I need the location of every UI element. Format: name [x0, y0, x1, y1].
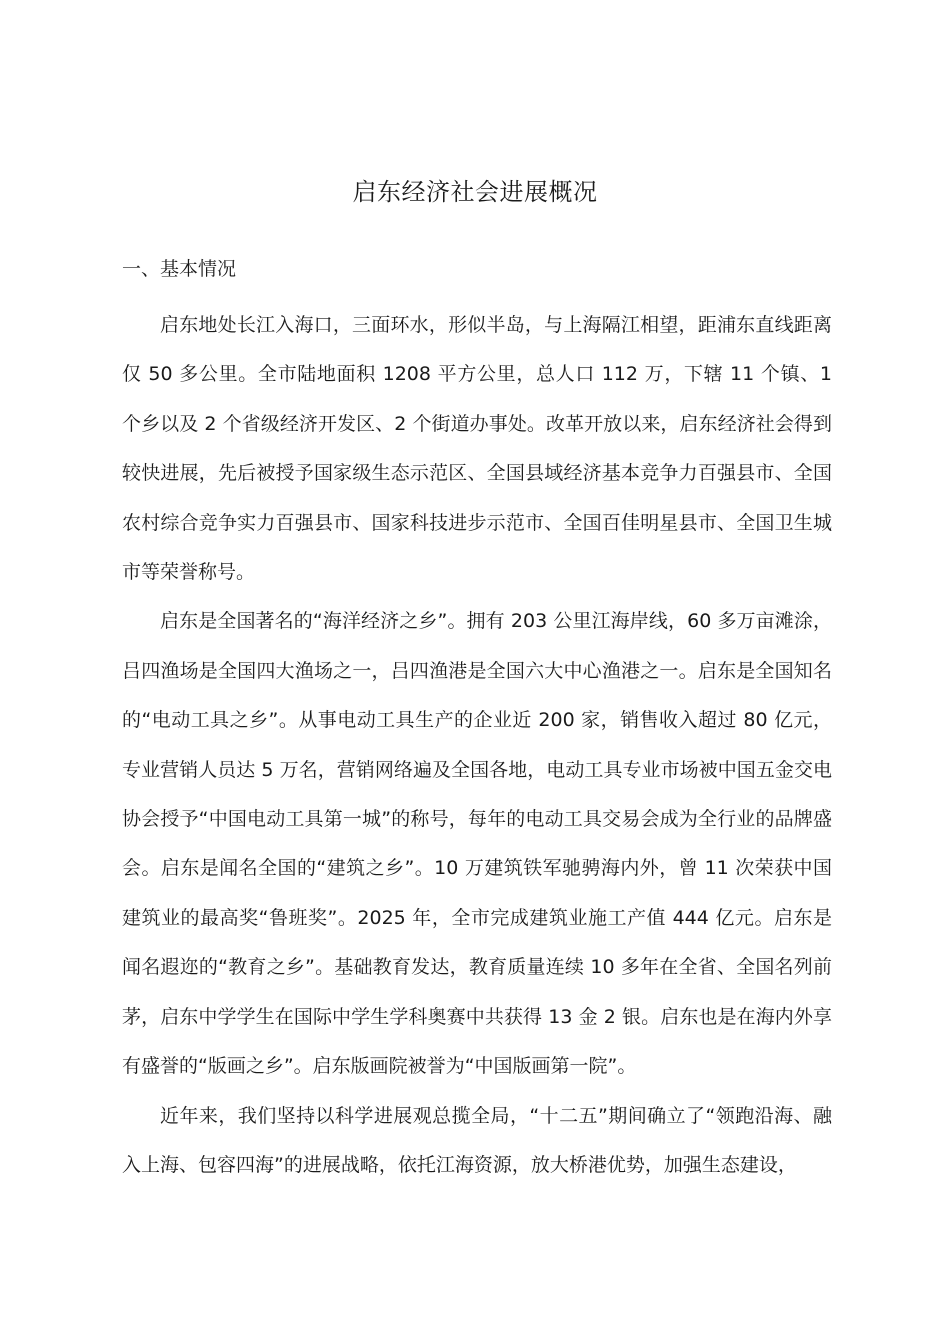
paragraph-overview: 启东地处长江入海口，三面环水，形似半岛，与上海隔江相望，距浦东直线距离仅 50 多公里。全市陆地面积 1208 平方公里，总人口 112 万，下辖 11 个镇、1 个乡以及 2 个省级经济开发区、2 个街道办事处。改革开放以来，启东经济社会得到较快进展，先后被授予国家级生态示范区、全国县域经济基本竞争力百强县市、全国农村综合竞争实力百强县市、国家科技进步示范市、全国百佳明星县市、全国卫生城市等荣誉称号。: [122, 314, 832, 584]
paragraph-recent-years: 近年来，我们坚持以科学进展观总揽全局，“十二五”期间确立了“领跑沿海、融入上海、包容四海”的进展战略，依托江海资源，放大桥港优势，加强生态建设，: [122, 1104, 832, 1176]
document-title: 启东经济社会进展概况: [352, 178, 598, 206]
section-heading: 一、基本情况: [122, 258, 237, 280]
document-body: [122, 301, 832, 1190]
paragraph-hometowns: 启东是全国著名的“海洋经济之乡”。拥有 203 公里江海岸线，60 多万亩滩涂，吕四渔场是全国四大渔场之一，吕四渔港是全国六大中心渔港之一。启东是全国知名的“电动工具之乡”。从事电动工具生产的企业近 200 家，销售收入超过 80 亿元，专业营销人员达 5 万名，营销网络遍及全国各地，电动工具专业市场被中国五金交电协会授予“中国电动工具第一城”的称号，每年的电动工具交易会成为全行业的品牌盛会。启东是闻名全国的“建筑之乡”。10 万建筑铁军驰骋海内外，曾 11 次荣获中国建筑业的最高奖“鲁班奖”。2025 年，全市完成建筑业施工产值 444 亿元。启东是闻名遐迩的“教育之乡”。基础教育发达，教育质量连续 10 多年在全省、全国名列前茅，启东中学学生在国际中学生学科奥赛中共获得 13 金 2 银。启东也是在海内外享有盛誉的“版画之乡”。启东版画院被誉为“中国版画第一院”。: [122, 610, 832, 1078]
